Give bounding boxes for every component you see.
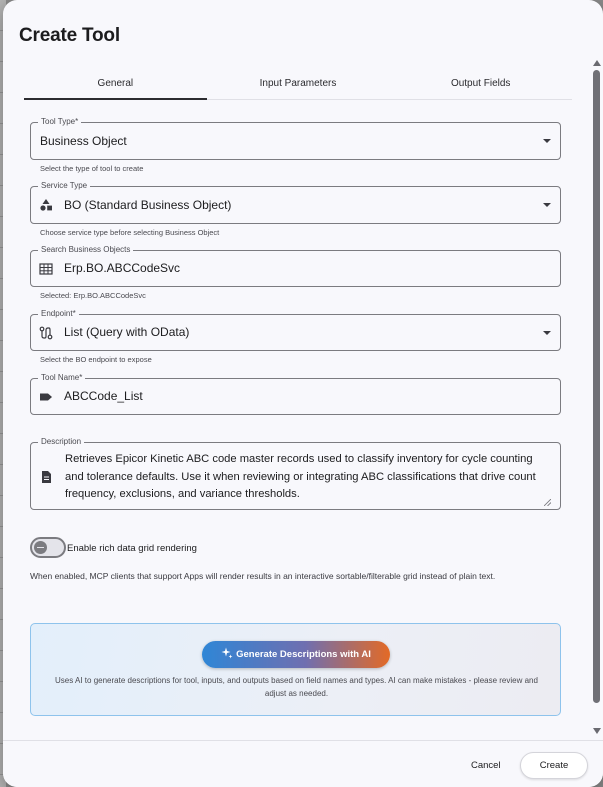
chevron-down-icon [543, 203, 551, 207]
ai-help-text: Uses AI to generate descriptions for tool, inputs, and outputs based on field names and types. AI can make mistakes - please review and adjust as needed. [55, 676, 538, 698]
toggle-knob [34, 541, 47, 554]
rich-grid-toggle[interactable] [30, 537, 66, 558]
sparkle-icon [221, 647, 233, 662]
tool-name-label: Tool Name* [38, 372, 85, 384]
service-type-helper: Choose service type before selecting Business Object [40, 228, 220, 237]
create-button[interactable]: Create [520, 752, 588, 779]
generate-button-label: Generate Descriptions with AI [236, 649, 371, 660]
description-value: Retrieves Epicor Kinetic ABC code master records used to classify inventory for cycle counting and tolerance defaults. Use it when reviewing or integrating ABC classifications that drive count frequency, exclusions, and variance thresholds. [65, 453, 536, 500]
service-type-value: BO (Standard Business Object) [64, 198, 232, 212]
label-tag-icon [39, 390, 53, 404]
form-scroll-area [3, 100, 603, 740]
chevron-down-icon [543, 139, 551, 143]
tab-general[interactable]: General [24, 70, 207, 99]
dialog-title: Create Tool [19, 25, 120, 46]
endpoint-helper: Select the BO endpoint to expose [40, 355, 152, 364]
tool-name-input[interactable] [30, 373, 561, 415]
scroll-down-arrow-icon[interactable] [593, 728, 601, 734]
tab-output-fields[interactable]: Output Fields [450, 78, 511, 89]
tool-type-label: Tool Type* [38, 116, 81, 128]
ai-generate-panel [30, 623, 561, 716]
tool-type-select[interactable] [30, 117, 561, 160]
search-bo-label: Search Business Objects [38, 244, 133, 256]
scrollbar-thumb[interactable] [593, 70, 600, 703]
service-type-label: Service Type [38, 180, 90, 192]
endpoint-label: Endpoint* [38, 308, 79, 320]
endpoint-select[interactable] [30, 309, 561, 351]
rich-grid-label: Enable rich data grid rendering [67, 543, 197, 554]
document-icon [39, 470, 53, 484]
search-business-objects-input[interactable] [30, 245, 561, 287]
tool-type-value: Business Object [40, 134, 127, 148]
description-textarea[interactable] [30, 437, 561, 510]
tab-input-parameters[interactable]: Input Parameters [259, 78, 337, 89]
tab-bar [24, 70, 572, 100]
generate-descriptions-button[interactable] [202, 641, 390, 668]
chevron-down-icon [543, 331, 551, 335]
tool-name-value: ABCCode_List [64, 389, 143, 403]
scrollbar[interactable] [591, 58, 603, 740]
shapes-icon [39, 198, 53, 212]
endpoint-value: List (Query with OData) [64, 325, 190, 339]
scroll-up-arrow-icon[interactable] [593, 60, 601, 66]
table-grid-icon [39, 262, 53, 276]
route-icon [39, 326, 53, 340]
rich-grid-help: When enabled, MCP clients that support Apps will render results in an interactive sortable/filterable grid instead of plain text. [30, 571, 496, 581]
service-type-select[interactable] [30, 181, 561, 224]
dialog-footer [3, 740, 603, 787]
description-label: Description [38, 436, 84, 448]
search-bo-value: Erp.BO.ABCCodeSvc [64, 261, 181, 275]
resize-handle-icon[interactable] [544, 493, 551, 500]
tool-type-helper: Select the type of tool to create [40, 164, 144, 173]
search-bo-helper: Selected: Erp.BO.ABCCodeSvc [40, 291, 146, 300]
cancel-button[interactable]: Cancel [465, 755, 507, 775]
create-tool-dialog [3, 0, 603, 787]
